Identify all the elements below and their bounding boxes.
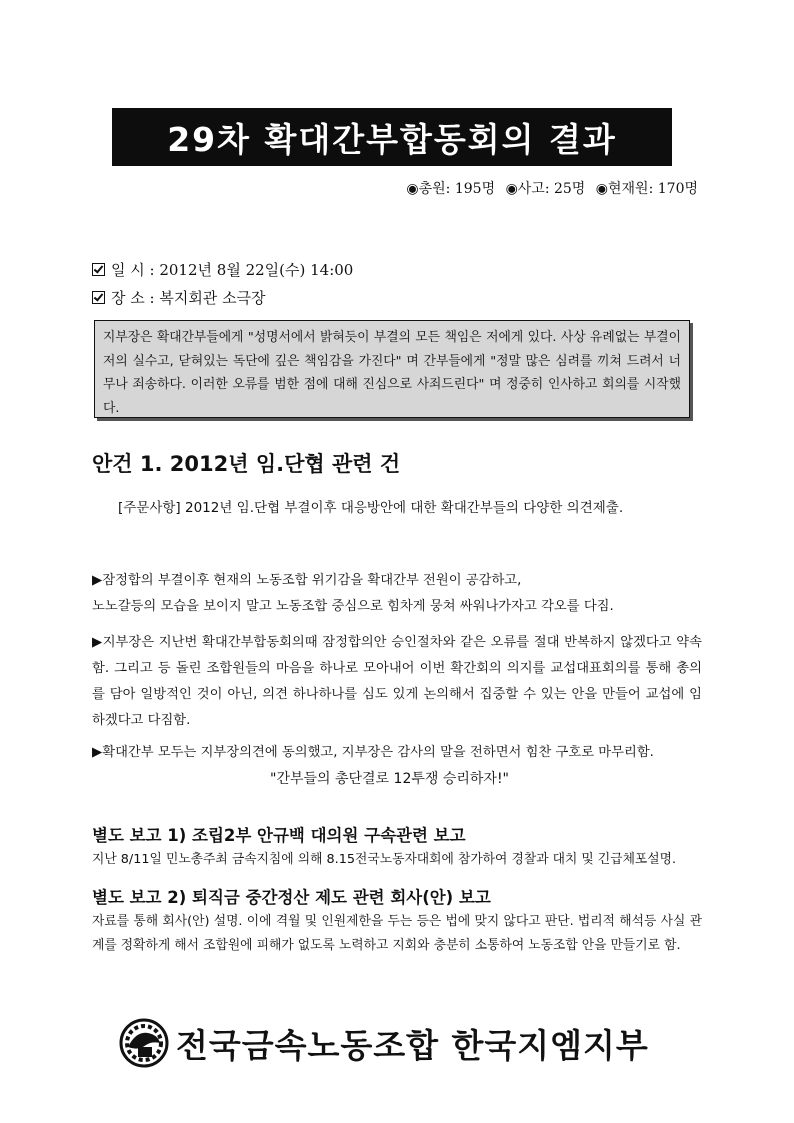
agenda-para-2: ▶지부장은 지난번 확대간부합동회의때 잠정합의안 승인절차와 같은 오류를 절대 반복하지 않겠다고 약속함. 그리고 등 돌린 조합원들의 마음을 하나로 모아내어 이번 확간회의 의지를 교섭대표회의를 통해 총의를 담아 일방적인 것이 아닌, 의견 하나하나를 심도 있게 논의해서 집중할 수 있는 안을 만들어 교섭에 임하겠다고 다짐함. (92, 635, 702, 728)
report-2-title: 별도 보고 2) 퇴직금 중간정산 제도 관련 회사(안) 보고 (92, 888, 491, 907)
member-stats (400, 178, 698, 198)
checkbox-icon (92, 291, 105, 304)
para-1-line-2: 노노갈등의 모습을 보이지 말고 노동조합 중심으로 힘차게 뭉쳐 싸워나가자고 각오를 다짐. (92, 599, 614, 614)
agenda-para-1 (92, 568, 702, 620)
report-1-title: 별도 보고 1) 조립2부 안규백 대의원 구속관련 보고 (92, 826, 466, 845)
checkbox-icon (92, 263, 105, 276)
footer (118, 1008, 678, 1078)
stat-current: ◉현재원: 170명 (595, 181, 698, 197)
agenda-para-3: ▶확대간부 모두는 지부장의견에 동의했고, 지부장은 감사의 말을 전하면서 힘찬 구호로 마무리함. (92, 745, 654, 760)
slogan: "간부들의 총단결로 12투쟁 승리하자!" (270, 771, 509, 787)
stat-accident: ◉사고: 25명 (505, 181, 586, 197)
para-1-line-1: ▶잠정합의 부결이후 현재의 노동조합 위기감을 확대간부 전원이 공감하고, (92, 573, 522, 588)
info-place (92, 287, 266, 308)
report-2-body: 자료를 통해 회사(안) 설명. 이에 격월 및 인원제한을 두는 등은 법에 맞지 않다고 판단. 법리적 해석등 사실 관계를 정확하게 해서 조합원에 피해가 없도록 노력하고 지회와 충분히 소통하여 노동조합 안을 만들기로 함. (92, 914, 702, 953)
union-name: 전국금속노동조합 한국지엠지부 (176, 1025, 649, 1065)
agenda-note: [주문사항] 2012년 임.단협 부결이후 대응방안에 대한 확대간부들의 다양한 의견제출. (118, 500, 624, 516)
info-datetime (92, 259, 353, 280)
opening-notice: 지부장은 확대간부들에게 "성명서에서 밝혀듯이 부결의 모든 책임은 저에게 있다. 사상 유례없는 부결이 저의 실수고, 닫혀있는 독단에 깊은 책임감을 가진다" 며 간부들에게 "정말 많은 심려를 끼쳐 드려서 너무나 죄송하다. 이러한 오류를 범한 점에 대해 진심으로 사죄드린다" 며 정중히 인사하고 회의를 시작했다. (94, 320, 690, 418)
agenda-title: 안건 1. 2012년 임.단협 관련 건 (92, 452, 401, 476)
document-title: 29차 확대간부합동회의 결과 (112, 108, 672, 166)
place-text: 장 소 : 복지회관 소극장 (111, 289, 266, 307)
metal-union-logo-icon (118, 1017, 170, 1069)
stat-total: ◉총원: 195명 (406, 181, 496, 197)
datetime-text: 일 시 : 2012년 8월 22일(수) 14:00 (111, 261, 354, 279)
report-1-body: 지난 8/11일 민노총주최 금속지침에 의해 8.15전국노동자대회에 참가하여 경찰과 대치 및 긴급체포설명. (92, 852, 677, 867)
